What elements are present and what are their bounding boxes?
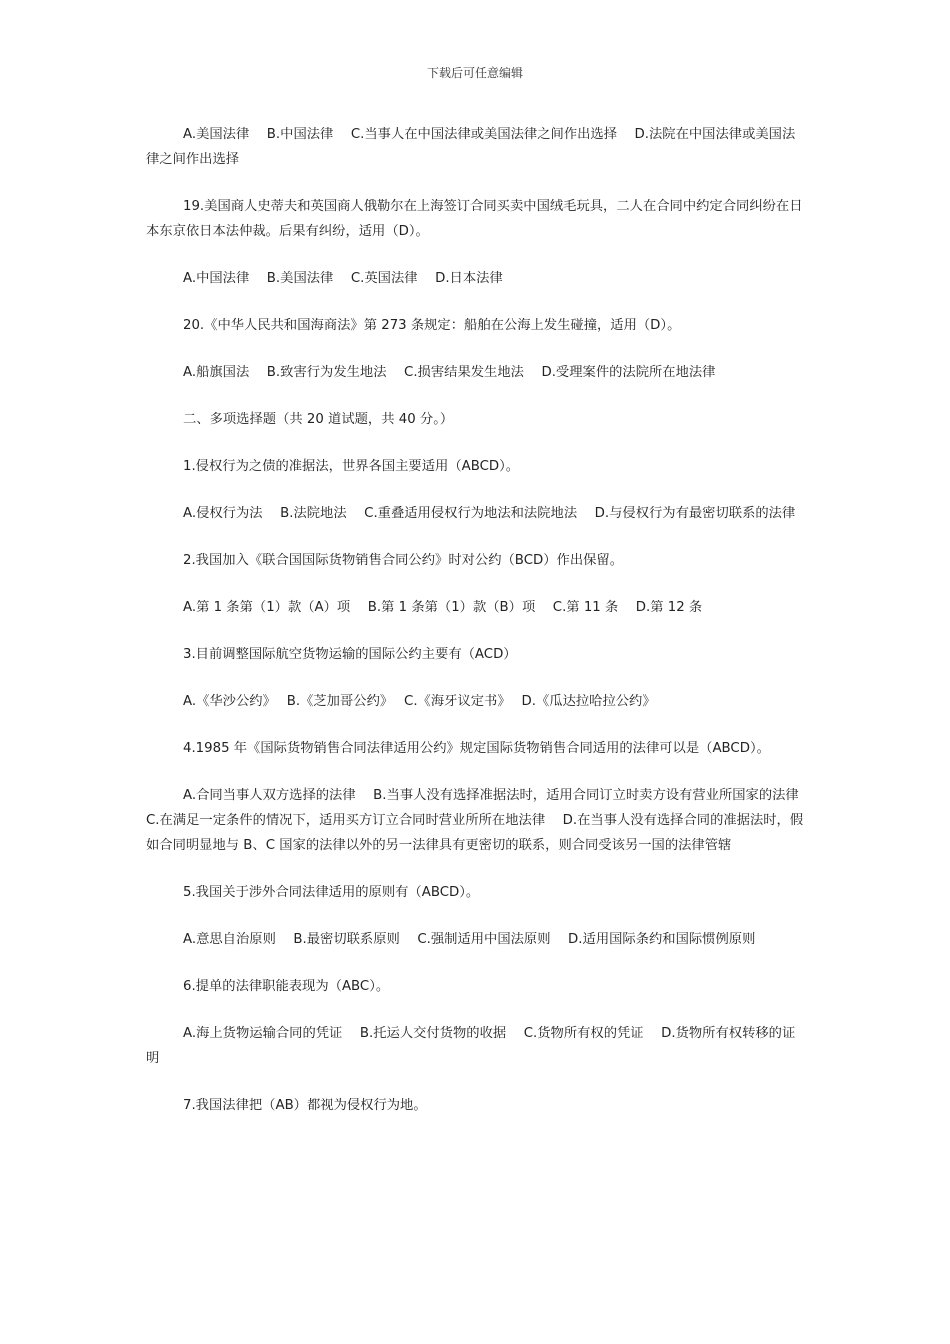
document-body (146, 122, 817, 1140)
mq1-question: 1.侵权行为之债的准据法，世界各国主要适用（ABCD）。 (183, 459, 520, 474)
mq3-question: 3.目前调整国际航空货物运输的国际公约主要有（ACD） (183, 647, 517, 662)
q20-options: A.船旗国法 B.致害行为发生地法 C.损害结果发生地法 D.受理案件的法院所在地法律 (183, 365, 716, 380)
q20-question: 20.《中华人民共和国海商法》第 273 条规定：船舶在公海上发生碰撞，适用（D）。 (183, 318, 681, 333)
q19-options: A.中国法律 B.美国法律 C.英国法律 D.日本法律 (183, 271, 503, 286)
page-header: 下载后可任意编辑 (426, 66, 523, 80)
mq7-question: 7.我国法律把（AB）都视为侵权行为地。 (183, 1098, 427, 1113)
q18-options: A.美国法律 B.中国法律 C.当事人在中国法律或美国法律之间作出选择 D.法院在中国法律或美国法律之间作出选择 (146, 127, 796, 167)
mq6-question: 6.提单的法律职能表现为（ABC）。 (183, 979, 390, 994)
q19-question: 19.美国商人史蒂夫和英国商人俄勒尔在上海签订合同买卖中国绒毛玩具，二人在合同中约定合同纠纷在日本东京依日本法仲裁。后果有纠纷，适用（D）。 (146, 199, 803, 239)
section-heading: 二、多项选择题（共 20 道试题，共 40 分。） (183, 412, 454, 427)
mq6-options: A.海上货物运输合同的凭证 B.托运人交付货物的收据 C.货物所有权的凭证 D.货物所有权转移的证明 (146, 1026, 796, 1066)
mq2-question: 2.我国加入《联合国国际货物销售合同公约》时对公约（BCD）作出保留。 (183, 553, 624, 568)
mq2-options: A.第 1 条第（1）款（A）项 B.第 1 条第（1）款（B）项 C.第 11 条 D.第 12 条 (183, 600, 703, 615)
mq4-question: 4.1985 年《国际货物销售合同法律适用公约》规定国际货物销售合同适用的法律可以是（ABCD）。 (183, 741, 770, 756)
mq5-question: 5.我国关于涉外合同法律适用的原则有（ABCD）。 (183, 885, 480, 900)
mq1-options: A.侵权行为法 B.法院地法 C.重叠适用侵权行为地法和法院地法 D.与侵权行为有最密切联系的法律 (183, 506, 796, 521)
mq4-options: A.合同当事人双方选择的法律 B.当事人没有选择准据法时，适用合同订立时卖方设有营业所国家的法律 C.在满足一定条件的情况下，适用买方订立合同时营业所所在地法律 D.在当事人没有选择合同的准据法时，假如合同明显地与 B、C 国家的法律以外的另一法律具有更密切的联系，则合同受该另一国的法律管辖 (146, 788, 817, 853)
mq5-options: A.意思自治原则 B.最密切联系原则 C.强制适用中国法原则 D.适用国际条约和国际惯例原则 (183, 932, 756, 947)
mq3-options: A.《华沙公约》 B.《芝加哥公约》 C.《海牙议定书》 D.《瓜达拉哈拉公约》 (183, 694, 656, 709)
